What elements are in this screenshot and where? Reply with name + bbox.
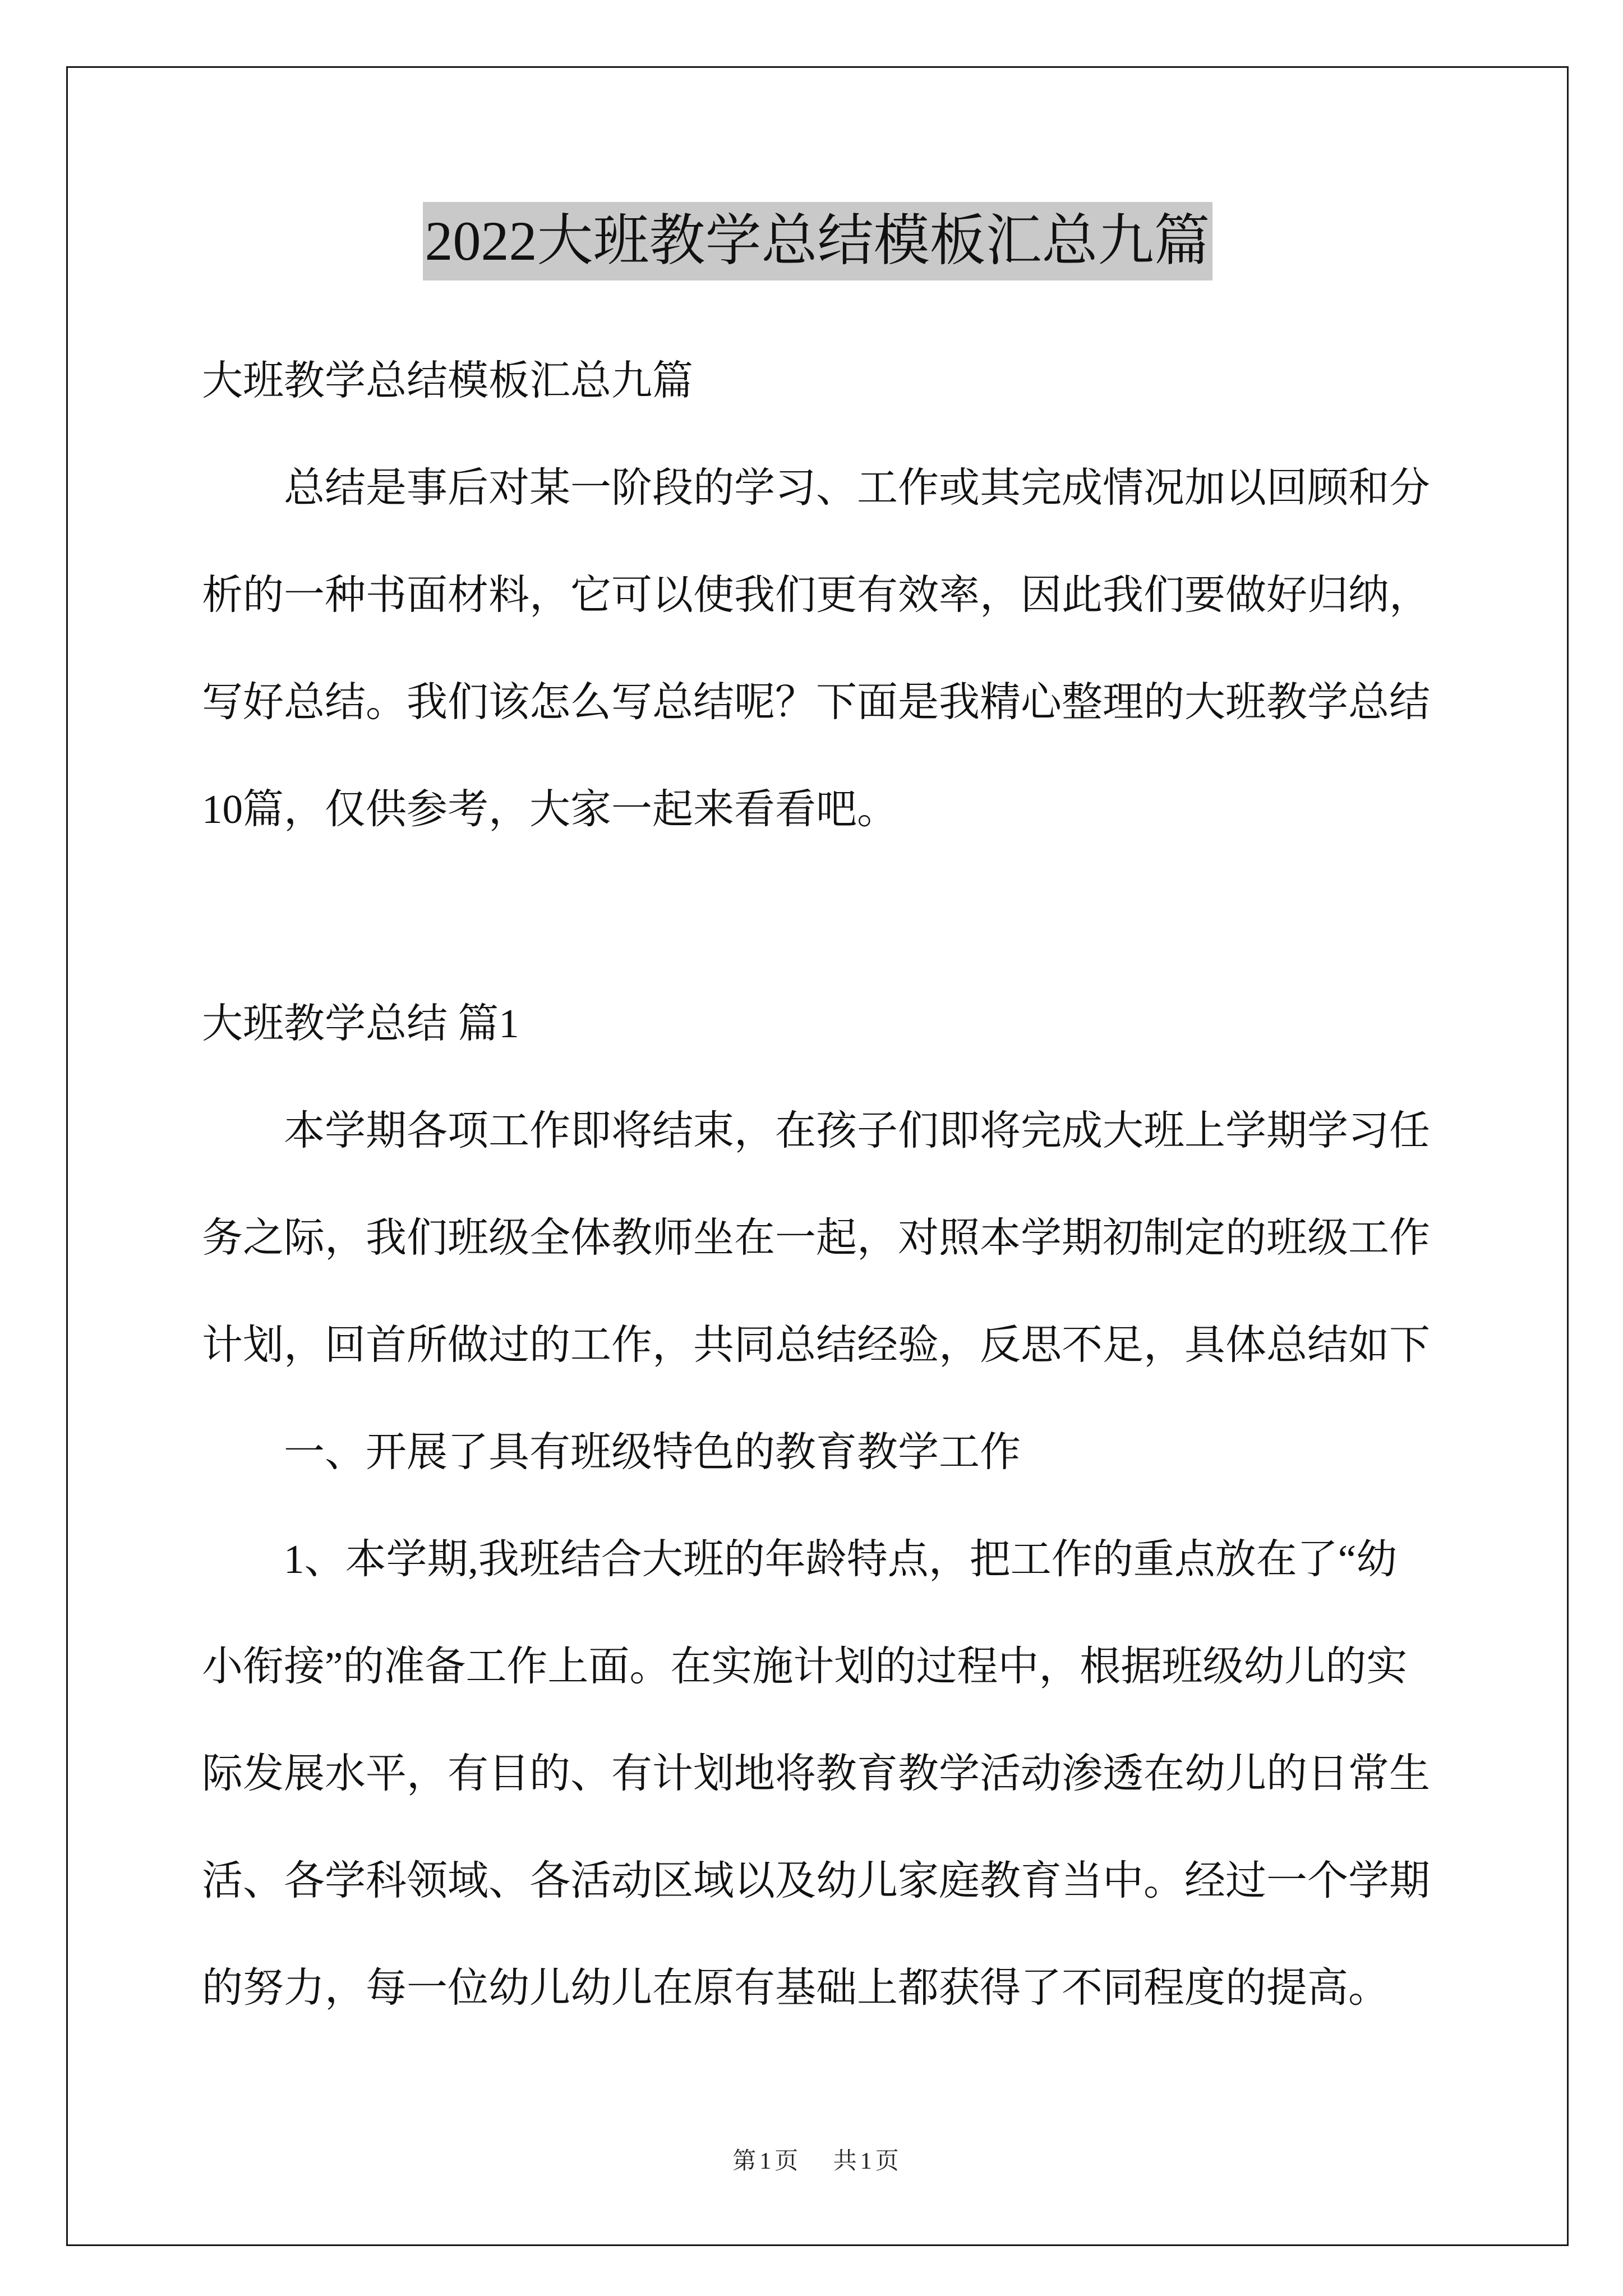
intro-paragraph-line: 10篇，仅供参考，大家一起来看看吧。 [202, 786, 898, 832]
section-intro-line: 本学期各项工作即将结束，在孩子们即将完成大班上学期学习任 [284, 1108, 1430, 1153]
item1-paragraph-line: 际发展水平，有目的、有计划地将教育教学活动渗透在幼儿的日常生 [202, 1751, 1430, 1796]
footer [66, 2145, 1569, 2178]
intro-paragraph-line: 总结是事后对某一阶段的学习、工作或其完成情况加以回顾和分 [284, 465, 1430, 510]
item1-paragraph-line: 活、各学科领域、各活动区域以及幼儿家庭教育当中。经过一个学期 [202, 1858, 1430, 1903]
subheading: 一、开展了具有班级特色的教育教学工作 [284, 1429, 1021, 1475]
subtitle: 大班教学总结模板汇总九篇 [202, 358, 693, 403]
item1-paragraph-line: 1、本学期,我班结合大班的年龄特点，把工作的重点放在了“幼 [284, 1536, 1398, 1582]
section-heading: 大班教学总结 篇1 [202, 1001, 519, 1046]
intro-paragraph-line: 写好总结。我们该怎么写总结呢？下面是我精心整理的大班教学总结 [202, 679, 1430, 725]
section-intro-line: 计划，回首所做过的工作，共同总结经验，反思不足，具体总结如下 [202, 1322, 1430, 1368]
blank-line [202, 863, 1492, 970]
item1-paragraph-line: 小衔接”的准备工作上面。在实施计划的过程中，根据班级幼儿的实 [202, 1644, 1408, 1689]
page-number: 第1页 共1页 [732, 2148, 902, 2174]
intro-paragraph-line: 析的一种书面材料，它可以使我们更有效率，因此我们要做好归纳， [202, 572, 1430, 618]
item1-paragraph-line: 的努力，每一位幼儿幼儿在原有基础上都获得了不同程度的提高。 [202, 1965, 1389, 2010]
document-body [202, 327, 1492, 2041]
section-intro-line: 务之际，我们班级全体教师坐在一起，对照本学期初制定的班级工作 [202, 1215, 1430, 1260]
title-container [66, 202, 1569, 280]
page-title: 2022大班教学总结模板汇总九篇 [423, 202, 1212, 280]
